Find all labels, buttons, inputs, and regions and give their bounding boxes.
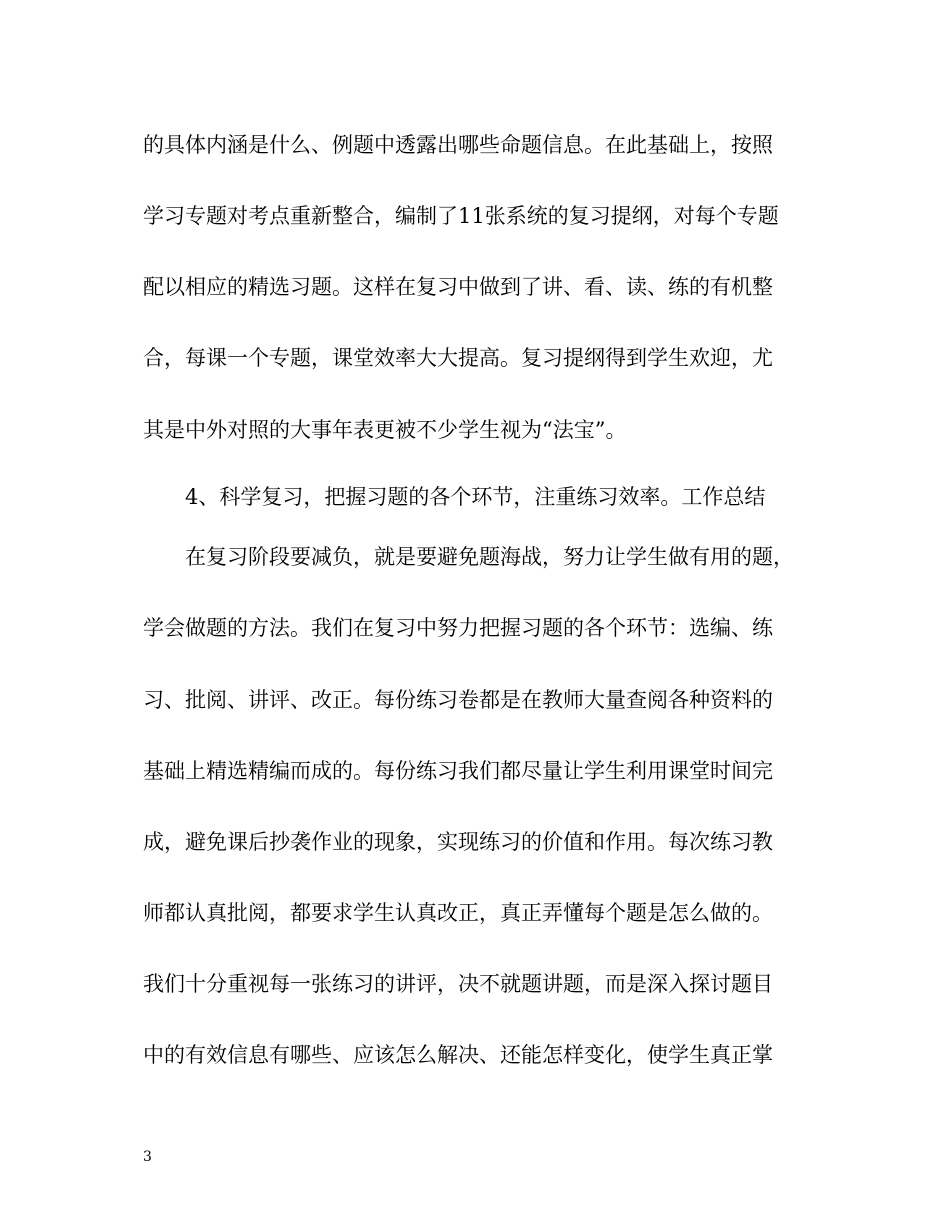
text-line: 学习专题对考点重新整合，编制了11张系统的复习提纲，对每个专题 [143, 204, 779, 228]
text-line: 中的有效信息有哪些、应该怎么解决、还能怎样变化，使学生真正掌 [143, 1043, 773, 1067]
text-line: 的具体内涵是什么、例题中透露出哪些命题信息。在此基础上，按照 [143, 133, 773, 157]
text-line: 其是中外对照的大事年表更被不少学生视为“法宝”。 [143, 418, 627, 442]
section-heading: 4、科学复习，把握习题的各个环节，注重练习效率。工作总结 [185, 485, 766, 509]
page-number: 3 [143, 1149, 152, 1165]
text-line: 师都认真批阅，都要求学生认真改正，真正弄懂每个题是怎么做的。 [143, 901, 773, 925]
text-line: 成，避免课后抄袭作业的现象，实现练习的价值和作用。每次练习教 [143, 830, 773, 854]
paragraph-first-line: 在复习阶段要减负，就是要避免题海战，努力让学生做有用的题， [185, 545, 794, 569]
text-line: 基础上精选精编而成的。每份练习我们都尽量让学生利用课堂时间完 [143, 759, 773, 783]
text-line: 合，每课一个专题，课堂效率大大提高。复习提纲得到学生欢迎，尤 [143, 346, 773, 370]
text-line: 习、批阅、讲评、改正。每份练习卷都是在教师大量查阅各种资料的 [143, 688, 773, 712]
text-line: 我们十分重视每一张练习的讲评，决不就题讲题，而是深入探讨题目 [143, 972, 773, 996]
text-line: 配以相应的精选习题。这样在复习中做到了讲、看、读、练的有机整 [143, 275, 773, 299]
text-line: 学会做题的方法。我们在复习中努力把握习题的各个环节：选编、练 [143, 616, 773, 640]
